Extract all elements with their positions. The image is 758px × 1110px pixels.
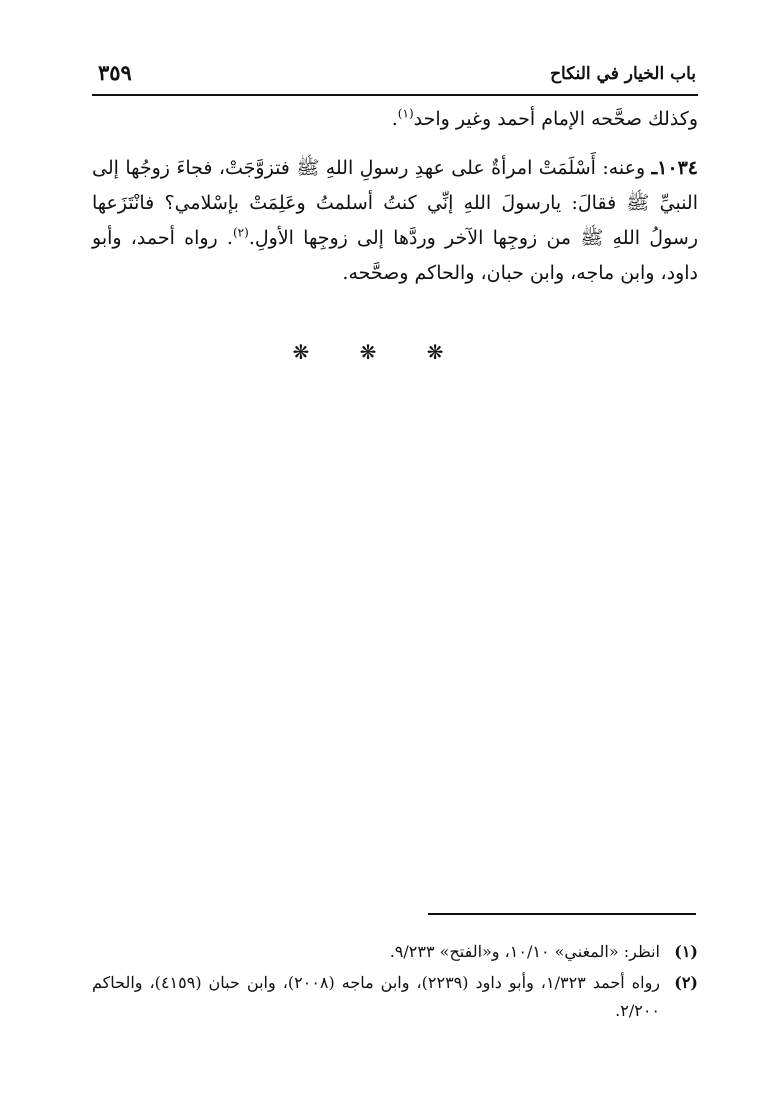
footnote-reference-2: (٢) xyxy=(232,225,249,240)
main-text xyxy=(92,102,698,291)
hadith-sources: . رواه أحمد، وأبو داود، وابن ماجه، وابن حبان، والحاكم وصحَّحه. xyxy=(92,227,698,284)
hadith-number: ١٠٣٤ـ xyxy=(651,157,698,179)
paragraph-intro-end: . xyxy=(391,108,398,130)
page-header xyxy=(92,56,698,96)
footnote-divider xyxy=(428,913,696,915)
paragraph-intro-text: وكذلك صحَّحه الإمام أحمد وغير واحد xyxy=(413,108,698,130)
footnote-1 xyxy=(92,938,698,966)
paragraph-hadith xyxy=(92,151,698,291)
footnote-1-text: انظر: «المغني» ١٠/١٠، و«الفتح» ٩/٢٣٣. xyxy=(389,942,660,961)
footnote-2 xyxy=(92,969,698,1025)
footnotes xyxy=(92,938,698,1025)
hadith-text: وعنه: أَسْلَمَتْ امرأةٌ على عهدِ رسولِ اللهِ ﷺ فتزوَّجَتْ، فجاءَ زوجُها إلى النبيِّ ﷺ فقالَ: يارسولَ اللهِ إنِّي كنتُ أسلمتُ وعَلِمَتْ بإسْلامي؟ فانْتَزَعها رسولُ اللهِ ﷺ من زوجِها الآخر وردَّها إلى زوجِها الأولِ. xyxy=(92,157,698,249)
footnote-1-number: (١) xyxy=(674,942,698,961)
footnote-reference-1: (١) xyxy=(397,106,414,121)
page-number: ٣٥٩ xyxy=(98,60,132,85)
paragraph-intro xyxy=(92,102,698,137)
section-separator: ❋ ❋ ❋ xyxy=(292,340,466,364)
footnote-2-text: رواه أحمد ١/٣٢٣، وأبو داود (٢٢٣٩)، وابن ماجه (٢٠٠٨)، وابن حبان (٤١٥٩)، والحاكم ٢/٢٠٠. xyxy=(92,973,661,1020)
chapter-title: باب الخيار في النكاح xyxy=(550,64,696,84)
footnote-2-number: (٢) xyxy=(674,973,698,992)
